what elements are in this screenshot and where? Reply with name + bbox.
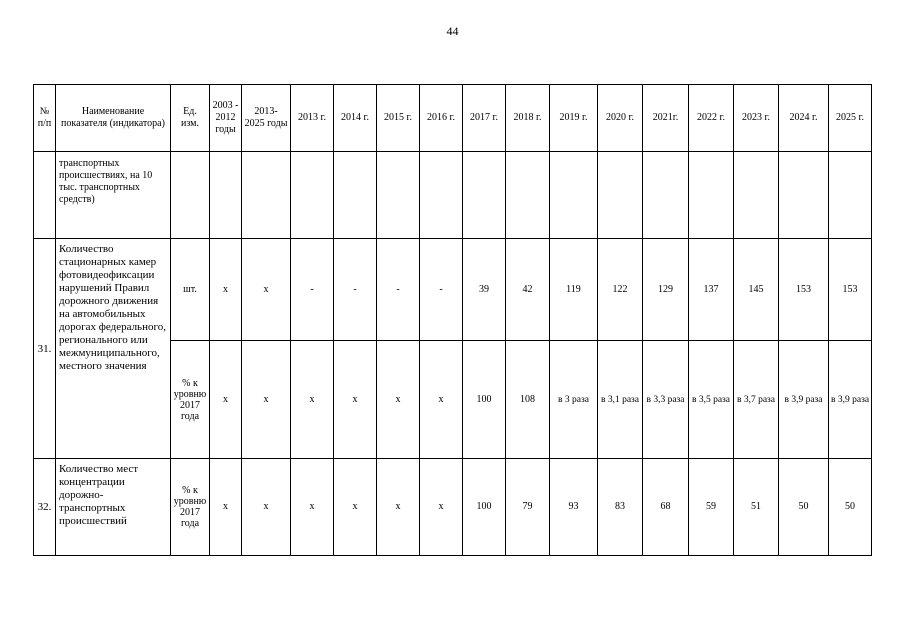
empty-cell xyxy=(506,152,550,239)
value-cell: x xyxy=(334,341,377,459)
header-year: 2022 г. xyxy=(689,85,734,152)
header-year: 2021г. xyxy=(643,85,689,152)
header-year: 2013- 2025 годы xyxy=(242,85,291,152)
empty-cell xyxy=(643,152,689,239)
empty-cell xyxy=(779,152,829,239)
value-cell: 50 xyxy=(829,459,872,556)
header-row xyxy=(34,85,872,152)
empty-cell xyxy=(689,152,734,239)
value-cell: в 3,7 раза xyxy=(734,341,779,459)
header-year: 2003 - 2012 годы xyxy=(210,85,242,152)
value-cell: в 3,3 раза xyxy=(643,341,689,459)
value-cell: 129 xyxy=(643,239,689,341)
unit-cell: % к уровню 2017 года xyxy=(171,341,210,459)
value-cell: x xyxy=(210,459,242,556)
value-cell: 39 xyxy=(463,239,506,341)
value-cell: 83 xyxy=(598,459,643,556)
header-year: 2017 г. xyxy=(463,85,506,152)
value-cell: в 3,9 раза xyxy=(779,341,829,459)
header-year: 2024 г. xyxy=(779,85,829,152)
page-number: 44 xyxy=(446,24,459,38)
header-year: 2015 г. xyxy=(377,85,420,152)
header-num: № п/п xyxy=(34,85,56,152)
value-cell: в 3,9 раза xyxy=(829,341,872,459)
value-cell: 68 xyxy=(643,459,689,556)
header-year: 2020 г. xyxy=(598,85,643,152)
value-cell: 145 xyxy=(734,239,779,341)
indicator-name: транспортных происшествиях, на 10 тыс. транспортных средств) xyxy=(56,152,171,239)
empty-cell xyxy=(171,152,210,239)
empty-cell xyxy=(242,152,291,239)
value-cell: - xyxy=(420,239,463,341)
value-cell: 79 xyxy=(506,459,550,556)
value-cell: 137 xyxy=(689,239,734,341)
header-year: 2013 г. xyxy=(291,85,334,152)
empty-cell xyxy=(334,152,377,239)
empty-cell xyxy=(734,152,779,239)
empty-cell xyxy=(210,152,242,239)
indicator-name: Количество мест концентрации дорожно-транспортных происшествий xyxy=(56,459,171,556)
value-cell: x xyxy=(242,459,291,556)
table-row xyxy=(34,239,872,341)
empty-cell xyxy=(34,152,56,239)
value-cell: x xyxy=(242,239,291,341)
row-number: 31. xyxy=(34,239,56,459)
value-cell: 50 xyxy=(779,459,829,556)
value-cell: 100 xyxy=(463,341,506,459)
header-unit: Ед. изм. xyxy=(171,85,210,152)
value-cell: - xyxy=(334,239,377,341)
value-cell: 153 xyxy=(779,239,829,341)
value-cell: 108 xyxy=(506,341,550,459)
value-cell: в 3 раза xyxy=(550,341,598,459)
empty-cell xyxy=(291,152,334,239)
header-year: 2025 г. xyxy=(829,85,872,152)
unit-cell: % к уровню 2017 года xyxy=(171,459,210,556)
value-cell: x xyxy=(377,341,420,459)
continuation-row xyxy=(34,152,872,239)
value-cell: x xyxy=(420,459,463,556)
indicators-table xyxy=(33,84,872,556)
indicator-name: Количество стационарных камер фотовидеофиксации нарушений Правил дорожного движения на автомобильных дорогах федерального, регионального или межмуниципального, местного значения xyxy=(56,239,171,459)
value-cell: - xyxy=(377,239,420,341)
empty-cell xyxy=(377,152,420,239)
header-year: 2018 г. xyxy=(506,85,550,152)
value-cell: 122 xyxy=(598,239,643,341)
header-year: 2019 г. xyxy=(550,85,598,152)
value-cell: 93 xyxy=(550,459,598,556)
value-cell: x xyxy=(291,459,334,556)
value-cell: x xyxy=(242,341,291,459)
value-cell: x xyxy=(210,341,242,459)
empty-cell xyxy=(550,152,598,239)
value-cell: x xyxy=(291,341,334,459)
value-cell: 100 xyxy=(463,459,506,556)
value-cell: 153 xyxy=(829,239,872,341)
value-cell: 42 xyxy=(506,239,550,341)
value-cell: 119 xyxy=(550,239,598,341)
value-cell: в 3,5 раза xyxy=(689,341,734,459)
empty-cell xyxy=(598,152,643,239)
value-cell: x xyxy=(377,459,420,556)
value-cell: 51 xyxy=(734,459,779,556)
row-number: 32. xyxy=(34,459,56,556)
value-cell: x xyxy=(210,239,242,341)
header-year: 2023 г. xyxy=(734,85,779,152)
value-cell: x xyxy=(334,459,377,556)
value-cell: - xyxy=(291,239,334,341)
unit-cell: шт. xyxy=(171,239,210,341)
value-cell: x xyxy=(420,341,463,459)
empty-cell xyxy=(829,152,872,239)
header-name: Наименование показателя (индикатора) xyxy=(56,85,171,152)
value-cell: в 3,1 раза xyxy=(598,341,643,459)
value-cell: 59 xyxy=(689,459,734,556)
header-year: 2016 г. xyxy=(420,85,463,152)
table-row xyxy=(34,459,872,556)
empty-cell xyxy=(420,152,463,239)
header-year: 2014 г. xyxy=(334,85,377,152)
empty-cell xyxy=(463,152,506,239)
